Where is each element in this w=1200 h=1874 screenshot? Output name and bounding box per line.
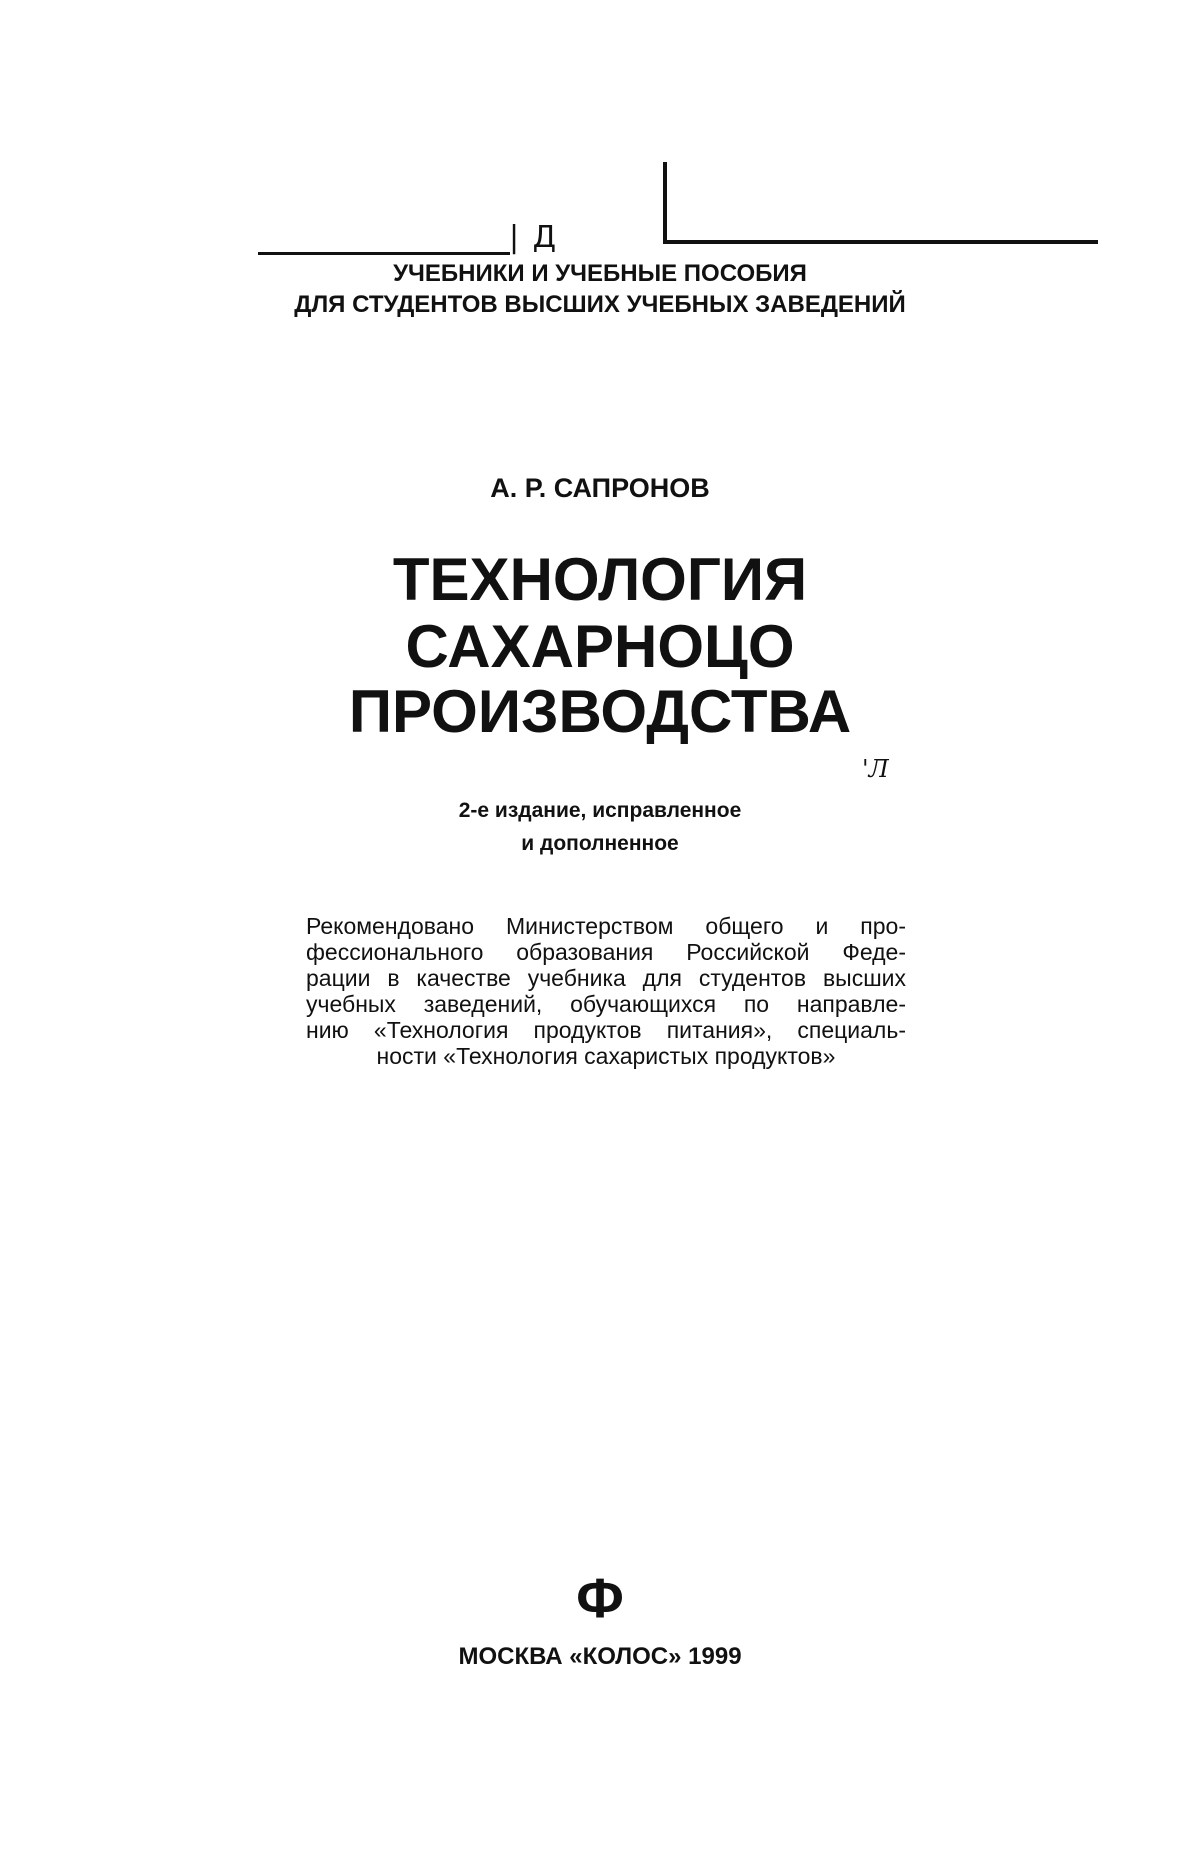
recommendation-line: нию «Технология продуктов питания», специаль- [306, 1017, 906, 1043]
book-title-line-2: САХАРНОЦО [405, 613, 795, 680]
header-rule-left [258, 252, 510, 255]
series-line-2: ДЛЯ СТУДЕНТОВ ВЫСШИХ УЧЕБНЫХ ЗАВЕДЕНИЙ [294, 291, 906, 318]
bracket-horizontal-line [663, 240, 1098, 244]
series-line-1: УЧЕБНИКИ И УЧЕБНЫЕ ПОСОБИЯ [393, 260, 807, 287]
book-title-line-3: ПРОИЗВОДСТВА [348, 678, 852, 745]
publisher-imprint: МОСКВА «КОЛОС» 1999 [458, 1643, 742, 1670]
author-name: А. Р. САПРОНОВ [490, 473, 710, 503]
edition-line-1: 2-е издание, исправленное [458, 799, 742, 822]
recommendation-line: учебных заведений, обучающихся по направле- [306, 991, 906, 1017]
recommendation-line: рации в качестве учебника для студентов высших [306, 965, 906, 991]
bracket-vertical-line [663, 162, 667, 244]
stray-mark-mid: 'Л [862, 755, 889, 783]
stray-mark-top: | Д [509, 220, 559, 255]
recommendation-line: фессионального образования Российской Феде- [306, 939, 906, 965]
book-title-line-1: ТЕХНОЛОГИЯ [392, 546, 808, 613]
edition-line-2: и дополненное [521, 832, 679, 855]
recommendation-line: ности «Технология сахаристых продуктов» [376, 1043, 836, 1069]
recommendation-line: Рекомендовано Министерством общего и про- [306, 913, 906, 939]
publisher-logo-icon: Ф [576, 1566, 624, 1629]
recommendation-text [306, 913, 906, 1069]
